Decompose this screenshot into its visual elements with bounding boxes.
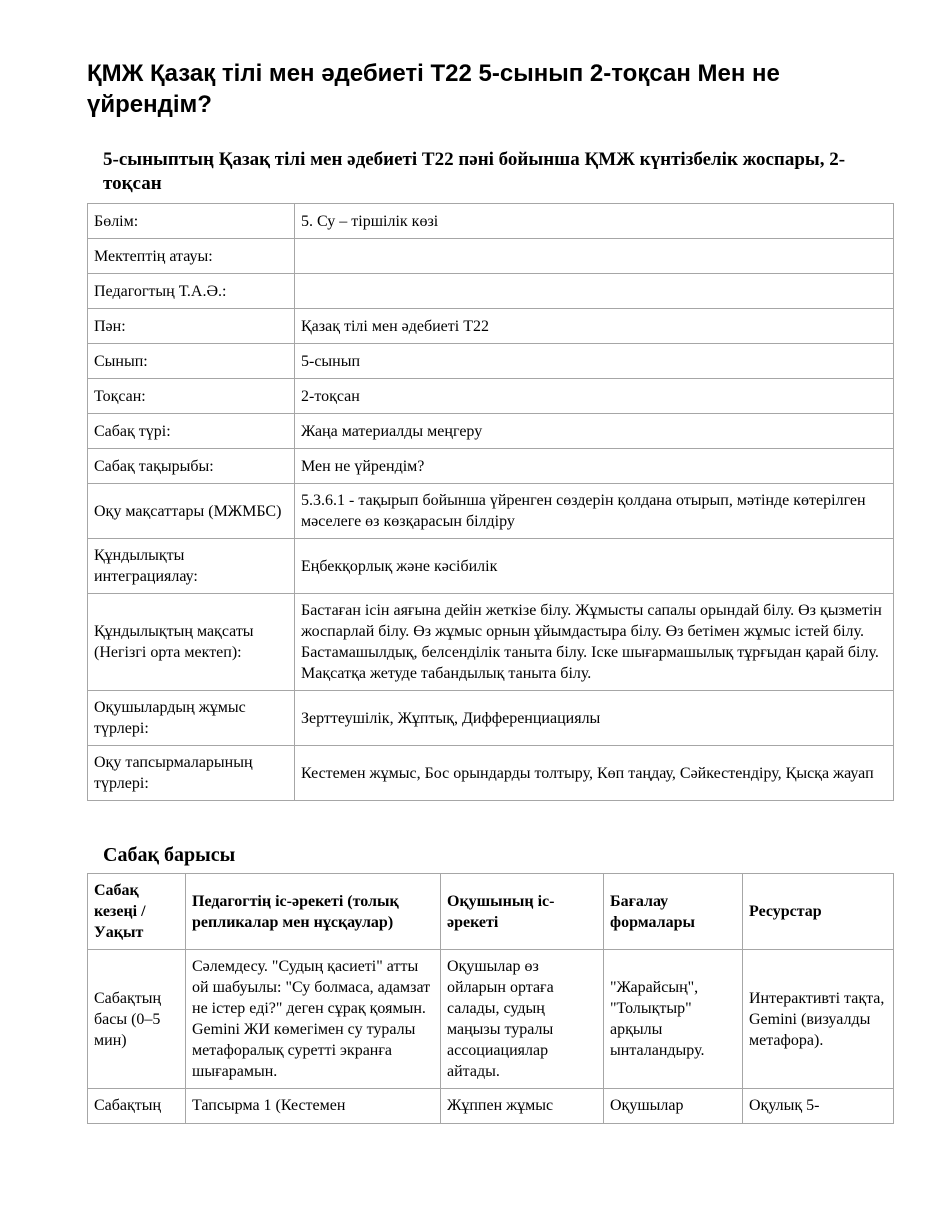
table-cell: Интерактивті тақта, Gemini (визуалды метафора). [743,950,894,1089]
table-cell: Оқулық 5- [743,1089,894,1124]
table-cell: "Жарайсың", "Толықтыр" арқылы ынталандыру. [604,950,743,1089]
plan-subtitle: 5-сыныптың Қазақ тілі мен әдебиеті Т22 пәні бойынша ҚМЖ күнтізбелік жоспары, 2-тоқсан [103,149,846,194]
table-row [88,539,894,594]
info-value [295,239,894,274]
table-cell: Сабақтың [88,1089,186,1124]
info-value: Зерттеушілік, Жұптық, Дифференциациялы [295,691,894,746]
column-header: Педагогтің іс-әрекеті (толық репликалар мен нұсқаулар) [186,874,441,950]
info-value: Жаңа материалды меңгеру [295,414,894,449]
info-key: Педагогтың Т.А.Ә.: [88,274,295,309]
lesson-plan-table [87,873,894,1124]
table-row [88,379,894,414]
info-key: Оқушылардың жұмыс түрлері: [88,691,295,746]
info-key: Құндылықты интеграциялау: [88,539,295,594]
info-value: Бастаған ісін аяғына дейін жеткізе білу. Жұмысты сапалы орындай білу. Өз қызметін жоспарлай білу. Өз жұмыс орнын ұйымдастыра білу. Өз бетімен жұмыс істей білу. Бастамашылдық, белсенділік таныта білу. Іске шығармашылық тұрғыдан қарай білу. Мақсатқа жетуде табандылық таныта білу. [295,594,894,691]
table-row [88,594,894,691]
table-row [88,449,894,484]
column-header: Оқушының іс-әрекеті [441,874,604,950]
table-row [88,484,894,539]
lesson-info-table [87,203,894,801]
info-value [295,274,894,309]
table-header-row [88,874,894,950]
info-key: Құндылықтың мақсаты (Негізгі орта мектеп): [88,594,295,691]
table-row [88,746,894,801]
info-value: 2-тоқсан [295,379,894,414]
info-key: Сынып: [88,344,295,379]
info-key: Тоқсан: [88,379,295,414]
info-key: Оқу тапсырмаларының түрлері: [88,746,295,801]
table-row [88,309,894,344]
table-cell: Жұппен жұмыс [441,1089,604,1124]
table-row [88,414,894,449]
info-value: 5-сынып [295,344,894,379]
info-key: Мектептің атауы: [88,239,295,274]
info-key: Оқу мақсаттары (МЖМБС) [88,484,295,539]
info-value: Еңбекқорлық және кәсібилік [295,539,894,594]
table-row [88,950,894,1089]
page-title: ҚМЖ Қазақ тілі мен әдебиеті Т22 5-сынып 2-тоқсан Мен не үйрендім? [87,60,780,118]
table-cell: Оқушылар өз ойларын ортаға салады, судың маңызы туралы ассоциациялар айтады. [441,950,604,1089]
info-key: Сабақ тақырыбы: [88,449,295,484]
info-key: Бөлім: [88,204,295,239]
info-value: Мен не үйрендім? [295,449,894,484]
column-header: Сабақ кезеңі / Уақыт [88,874,186,950]
info-value: Кестемен жұмыс, Бос орындарды толтыру, Көп таңдау, Сәйкестендіру, Қысқа жауап [295,746,894,801]
info-value: Қазақ тілі мен әдебиеті Т22 [295,309,894,344]
info-key: Сабақ түрі: [88,414,295,449]
info-key: Пән: [88,309,295,344]
table-cell: Тапсырма 1 (Кестемен [186,1089,441,1124]
column-header: Бағалау формалары [604,874,743,950]
table-cell: Сабақтың басы (0–5 мин) [88,950,186,1089]
info-value: 5. Су – тіршілік көзі [295,204,894,239]
table-row [88,691,894,746]
table-row [88,1089,894,1124]
table-row [88,204,894,239]
info-value: 5.3.6.1 - тақырып бойынша үйренген сөздерін қолдана отырып, мәтінде көтерілген мәселеге өз көзқарасын білдіру [295,484,894,539]
table-row [88,239,894,274]
column-header: Ресурстар [743,874,894,950]
table-row [88,344,894,379]
table-row [88,274,894,309]
lesson-section-title: Сабақ барысы [103,844,236,866]
table-cell: Сәлемдесу. "Судың қасиеті" атты ой шабуылы: "Су болмаса, адамзат не істер еді?" деген сұрақ қоямын. Gemini ЖИ көмегімен су туралы метафоралық суретті экранға шығарамын. [186,950,441,1089]
table-cell: Оқушылар [604,1089,743,1124]
